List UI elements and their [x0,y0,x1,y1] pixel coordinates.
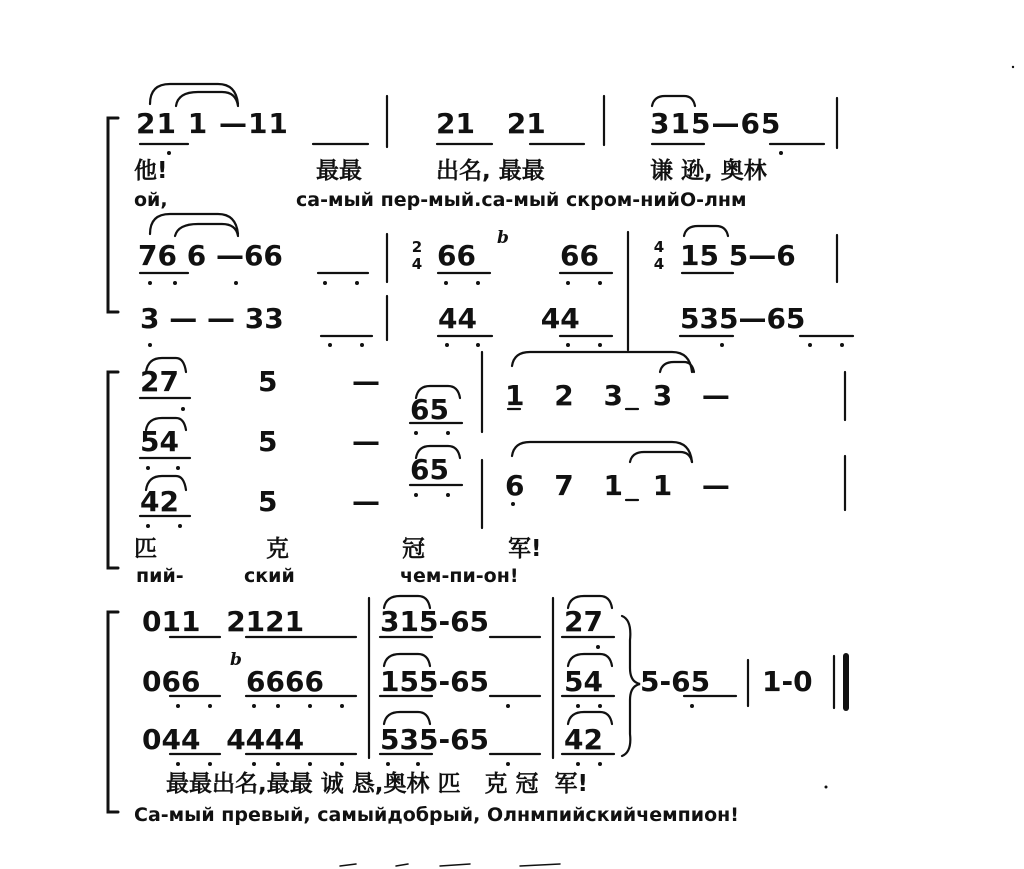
s2-lyric-cn-4: 军! [508,536,542,562]
s3-row2-m1a: 066 [142,665,201,698]
s2-row2-c: — [352,425,380,458]
s2-row1-d: 65 [410,393,449,426]
s3-row3-m1: 044 4444 [142,723,305,756]
s2-row1-b: 5 [258,365,278,398]
s2-lyric-cn-3: 冠 [402,536,425,562]
s2-row3-c: — [352,485,380,518]
s1-time-sig-3-num: 4 [653,238,665,256]
s1-alto-m2: 66 [437,239,476,272]
s2-upper-right: 1 2 3 3 — [505,379,730,412]
s2-lyric-ru-2: ский [244,565,295,587]
s3-flat-sign: b [230,650,242,670]
s2-row3-a: 42 [140,485,179,518]
s2-row2-d: 65 [410,453,449,486]
s1-lyric-ru-b: са-мый пер-мый.са-мый скром-нийО-лнм [296,189,747,211]
s3-row1-m2: 315-65 [380,605,490,638]
s2-row3-b: 5 [258,485,278,518]
s3-row3-m3: 42 [564,723,603,756]
s1-bass-m2: 44 44 [438,302,580,335]
s3-row1-m3: 27 [564,605,603,638]
s2-row2-b: 5 [258,425,278,458]
s3-lyric-cn: 最最出名,最最 诚 恳,奥林 匹 克 冠 军! [166,771,589,797]
s1-soprano-m1: 21 1 —11 [136,107,289,140]
s1-soprano-m3: 315—65 [650,107,782,140]
s2-row1-c: — [352,365,380,398]
s3-tutti-m5: 1-0 [762,665,813,698]
s1-bass-m1: 3 — — 33 [140,302,284,335]
s2-lyric-ru-3: чем-пи-он! [400,565,519,587]
s1-lyric-cn-b: 最最 [316,158,362,184]
s1-time-sig-2-den: 4 [411,255,423,273]
s1-flat-sign: b [497,228,509,248]
s2-lower-right: 6 7 1 1 — [505,469,730,502]
s2-lyric-cn-2: 克 [266,536,289,562]
s3-row2-m1b: 6666 [246,665,324,698]
s1-lyric-cn-c: 出名, 最最 [436,158,545,184]
s3-row3-m2: 535-65 [380,723,490,756]
s1-bass-m3: 535—65 [680,302,806,335]
s2-row1-a: 27 [140,365,179,398]
s1-alto-m2b: 66 [560,239,599,272]
s1-lyric-ru-a: ой, [134,189,168,211]
s1-lyric-cn-a: 他! [134,158,168,184]
s3-row2-m2: 155-65 [380,665,490,698]
s1-soprano-m2: 21 21 [436,107,546,140]
s2-row2-a: 54 [140,425,179,458]
s1-alto-m3: 15 5—6 [680,239,796,272]
s2-lyric-cn-1: 匹 [134,536,157,562]
s3-row2-m3: 54 [564,665,603,698]
s3-row1-m1: 011 2121 [142,605,305,638]
s1-lyric-cn-d: 谦 逊, 奥林 [650,158,767,184]
s2-lyric-ru-1: пий- [136,565,184,587]
s1-time-sig-2-num: 2 [411,238,423,256]
s3-tutti-m4: 5-65 [640,665,711,698]
s1-time-sig-3-den: 4 [653,255,665,273]
s1-alto-m1: 76 6 —66 [138,239,283,272]
s3-lyric-ru: Са-мый превый, самыйдобрый, Олнмпийскийчемпион! [134,804,739,826]
